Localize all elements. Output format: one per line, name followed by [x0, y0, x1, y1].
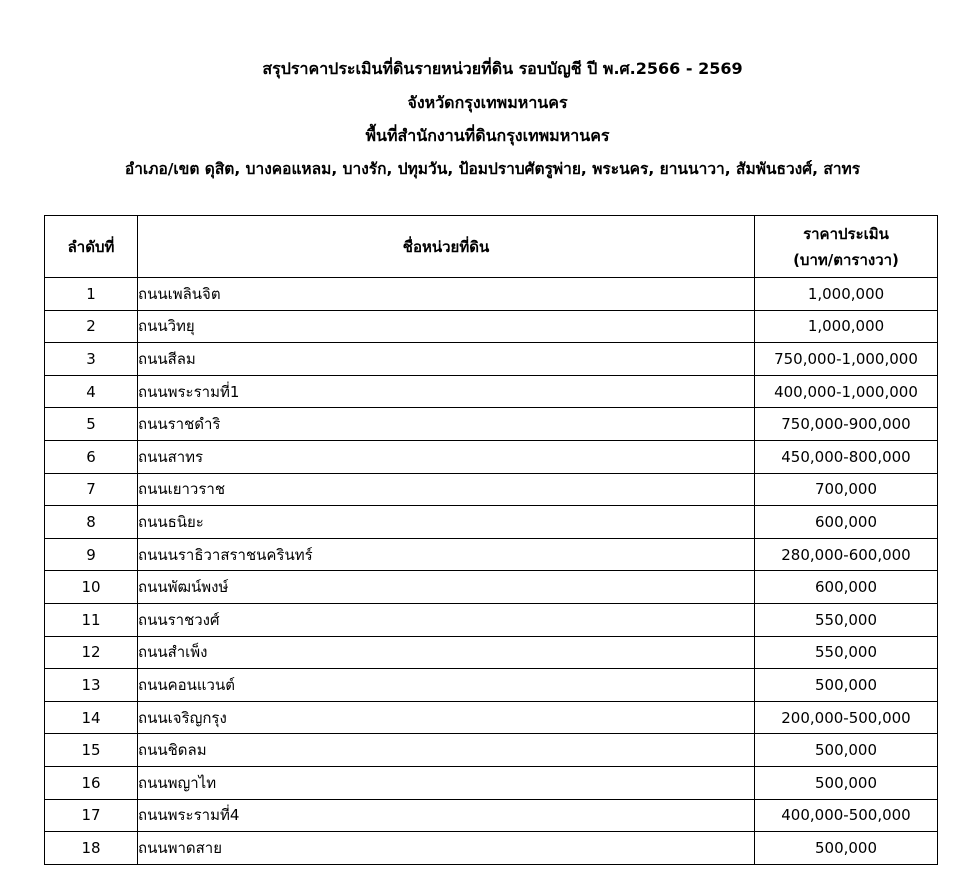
appraised-price: 400,000-1,000,000 — [755, 375, 938, 408]
land-unit-name: ถนนชิดลม — [138, 734, 755, 767]
land-unit-name: ถนนเจริญกรุง — [138, 701, 755, 734]
land-unit-name: ถนนราชดำริ — [138, 408, 755, 441]
land-unit-name: ถนนพระรามที่4 — [138, 799, 755, 832]
appraised-price: 400,000-500,000 — [755, 799, 938, 832]
appraised-price: 750,000-1,000,000 — [755, 343, 938, 376]
appraised-price: 700,000 — [755, 473, 938, 506]
appraised-price: 500,000 — [755, 734, 938, 767]
document-header — [0, 52, 975, 186]
row-number: 1 — [45, 278, 138, 311]
document-title: สรุปราคาประเมินที่ดินรายหน่วยที่ดิน รอบบัญชี ปี พ.ศ.2566 - 2569 — [262, 59, 743, 78]
row-number: 2 — [45, 310, 138, 343]
table-row — [45, 408, 938, 441]
row-number: 15 — [45, 734, 138, 767]
land-unit-name: ถนนเพลินจิต — [138, 278, 755, 311]
table-row — [45, 310, 938, 343]
header-order-number: ลำดับที่ — [45, 216, 138, 278]
appraised-price: 750,000-900,000 — [755, 408, 938, 441]
table-row — [45, 571, 938, 604]
table-header-row — [45, 216, 938, 278]
table-row — [45, 538, 938, 571]
row-number: 3 — [45, 343, 138, 376]
row-number: 8 — [45, 506, 138, 539]
row-number: 18 — [45, 832, 138, 865]
land-price-table — [44, 215, 938, 865]
land-unit-name: ถนนพัฒน์พงษ์ — [138, 571, 755, 604]
appraised-price: 550,000 — [755, 603, 938, 636]
row-number: 4 — [45, 375, 138, 408]
table-row — [45, 278, 938, 311]
header-appraised-price — [755, 216, 938, 278]
table-row — [45, 375, 938, 408]
table-row — [45, 440, 938, 473]
appraised-price: 550,000 — [755, 636, 938, 669]
appraised-price: 200,000-500,000 — [755, 701, 938, 734]
land-unit-name: ถนนวิทยุ — [138, 310, 755, 343]
table-row — [45, 506, 938, 539]
row-number: 9 — [45, 538, 138, 571]
table-row — [45, 636, 938, 669]
land-unit-name: ถนนพระรามที่1 — [138, 375, 755, 408]
office-subtitle: พื้นที่สำนักงานที่ดินกรุงเทพมหานคร — [365, 126, 610, 145]
row-number: 7 — [45, 473, 138, 506]
table-row — [45, 473, 938, 506]
table-row — [45, 603, 938, 636]
land-unit-name: ถนนนราธิวาสราชนครินทร์ — [138, 538, 755, 571]
header-price-unit: (บาท/ตารางวา) — [793, 250, 899, 269]
land-unit-name: ถนนคอนแวนต์ — [138, 669, 755, 702]
land-unit-name: ถนนพาดสาย — [138, 832, 755, 865]
land-unit-name: ถนนราชวงศ์ — [138, 603, 755, 636]
row-number: 11 — [45, 603, 138, 636]
appraised-price: 450,000-800,000 — [755, 440, 938, 473]
header-land-unit-name: ชื่อหน่วยที่ดิน — [138, 216, 755, 278]
table-row — [45, 343, 938, 376]
appraised-price: 1,000,000 — [755, 310, 938, 343]
appraised-price: 500,000 — [755, 669, 938, 702]
table-row — [45, 669, 938, 702]
row-number: 6 — [45, 440, 138, 473]
row-number: 14 — [45, 701, 138, 734]
province-subtitle: จังหวัดกรุงเทพมหานคร — [407, 92, 568, 112]
land-unit-name: ถนนธนิยะ — [138, 506, 755, 539]
row-number: 12 — [45, 636, 138, 669]
table-row — [45, 799, 938, 832]
row-number: 17 — [45, 799, 138, 832]
table-row — [45, 734, 938, 767]
appraised-price: 280,000-600,000 — [755, 538, 938, 571]
appraised-price: 500,000 — [755, 766, 938, 799]
land-unit-name: ถนนพญาไท — [138, 766, 755, 799]
row-number: 5 — [45, 408, 138, 441]
row-number: 10 — [45, 571, 138, 604]
appraised-price: 600,000 — [755, 571, 938, 604]
header-price-label: ราคาประเมิน — [803, 224, 889, 243]
land-unit-name: ถนนสาทร — [138, 440, 755, 473]
appraised-price: 600,000 — [755, 506, 938, 539]
table-row — [45, 832, 938, 865]
table-row — [45, 766, 938, 799]
row-number: 16 — [45, 766, 138, 799]
districts-subtitle: อำเภอ/เขต ดุสิต, บางคอแหลม, บางรัก, ปทุมวัน, ป้อมปราบศัตรูพ่าย, พระนคร, ยานนาวา, สัมพันธวงศ์, สาทร — [124, 159, 861, 178]
table-row — [45, 701, 938, 734]
appraised-price: 1,000,000 — [755, 278, 938, 311]
appraised-price: 500,000 — [755, 832, 938, 865]
row-number: 13 — [45, 669, 138, 702]
land-unit-name: ถนนสำเพ็ง — [138, 636, 755, 669]
land-unit-name: ถนนสีลม — [138, 343, 755, 376]
land-unit-name: ถนนเยาวราช — [138, 473, 755, 506]
